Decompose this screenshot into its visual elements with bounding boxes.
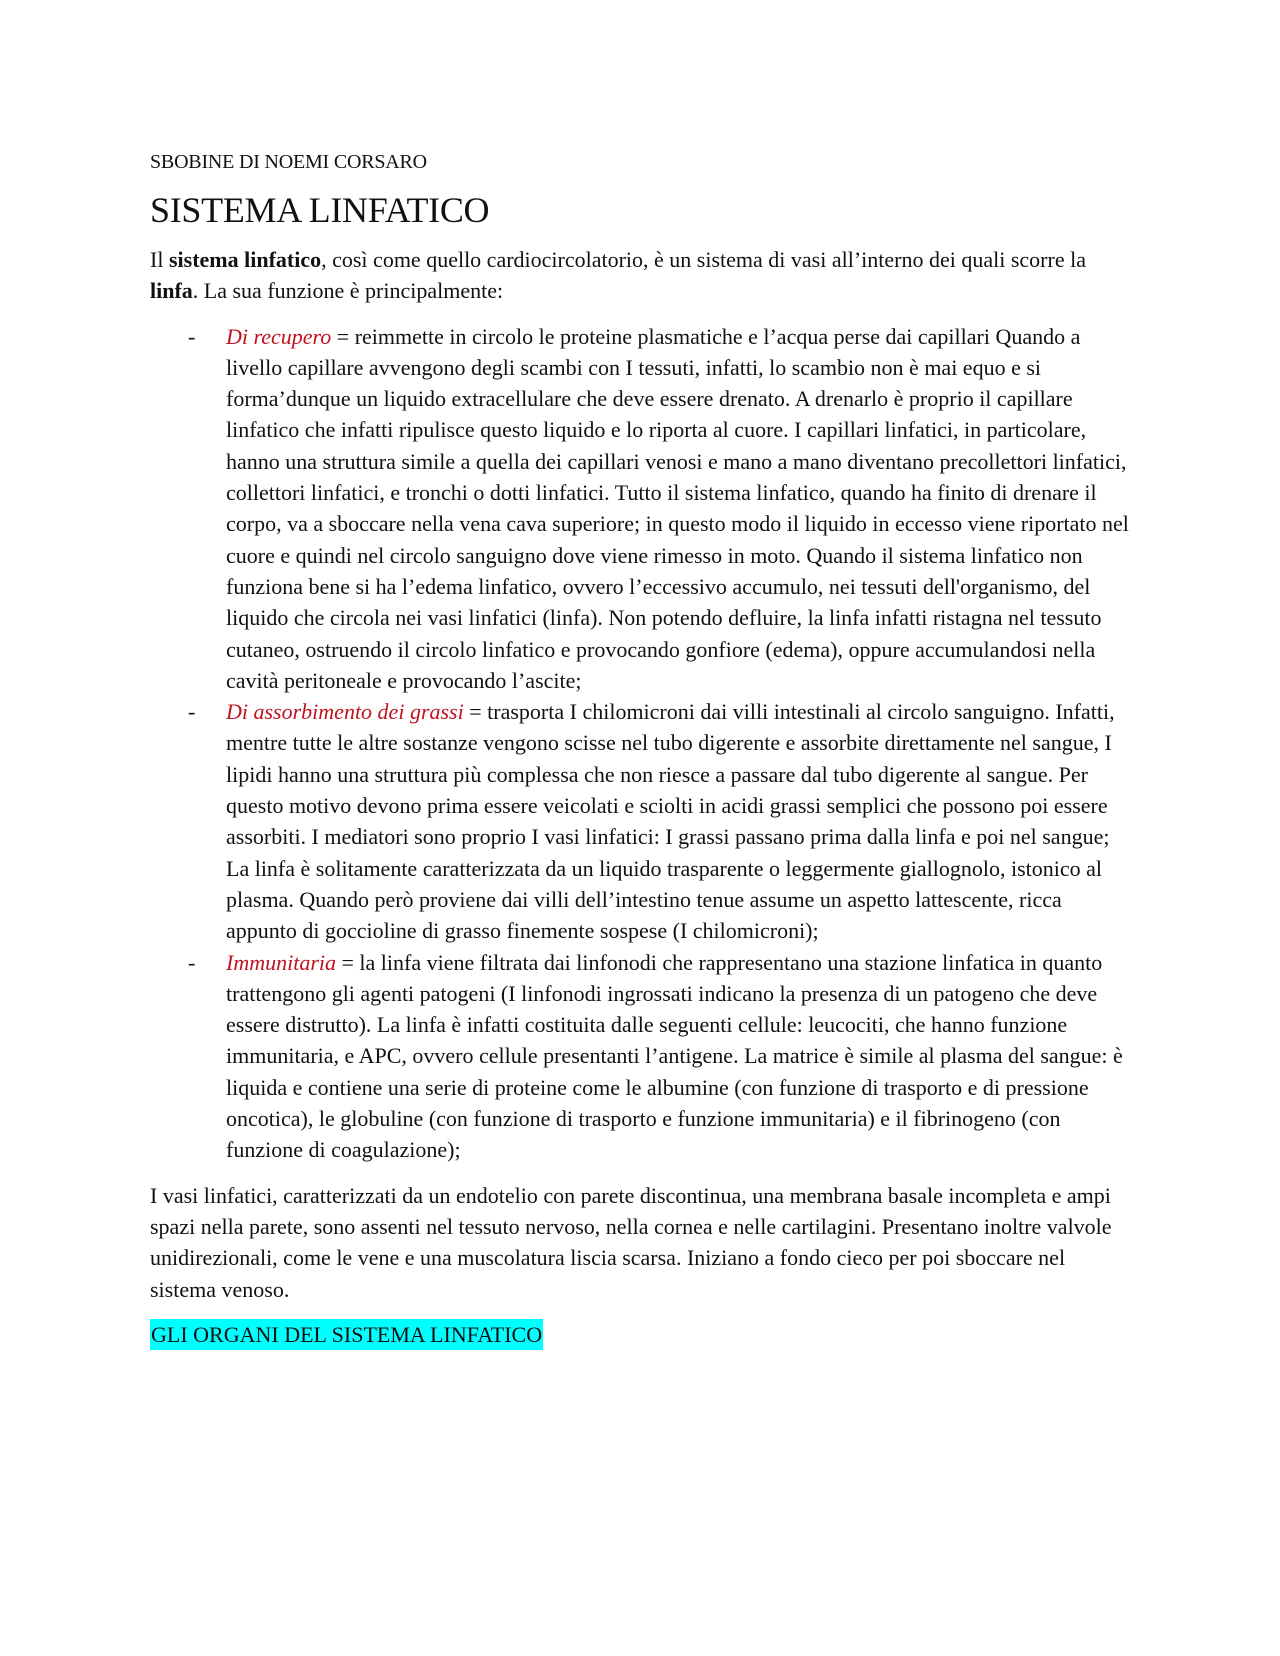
function-description: = reimmette in circolo le proteine plasmatiche e l’acqua perse dai capillari Quando a livello capillare avvengono degli scambi con I tessuti, infatti, lo scambio non è mai equo e si forma’dunque un liquido extracellulare che deve essere drenato. A drenarlo è proprio il capillare linfatico che infatti ripulisce questo liquido e lo riporta al cuore. I capillari linfatici, in particolare, hanno una struttura simile a quella dei capillari venosi e mano a mano diventano precollettori linfatici, collettori linfatici, e tronchi o dotti linfatici. Tutto il sistema linfatico, quando ha finito di drenare il corpo, va a sboccare nella vena cava superiore; in questo modo il liquido in eccesso viene riportato nel cuore e quindi nel circolo sanguigno dove viene rimesso in moto. Quando il sistema linfatico non funziona bene si ha l’edema linfatico, ovvero l’eccessivo accumulo, nei tessuti dell'organismo, del liquido che circola nei vasi linfatici (linfa). Non potendo defluire, la linfa infatti ristagna nel tessuto cutaneo, ostruendo il circolo linfatico e provocando gonfiore (edema), oppure accumulandosi nella cavità peritoneale e provocando l’ascite; [226,323,1129,693]
function-term: Di assorbimento dei grassi [226,699,464,725]
intro-text-2: , così come quello cardiocircolatorio, è un sistema di vasi all’interno dei quali scorre la [321,247,1086,272]
intro-text-1: Il [150,247,169,272]
intro-paragraph [150,244,1135,307]
function-item-immunitaria [150,947,1135,1166]
function-term: Immunitaria [226,949,336,975]
list-bullet: - [188,323,196,349]
closing-paragraph: I vasi linfatici, caratterizzati da un endotelio con parete discontinua, una membrana basale incompleta e ampi spazi nella parete, sono assenti nel tessuto nervoso, nella cornea e nelle cartilagini. Presentano inoltre valvole unidirezionali, come le vene e una muscolatura liscia scarsa. Iniziano a fondo cieco per poi sboccare nel sistema venoso. [150,1182,1112,1302]
function-item-recupero [150,321,1135,697]
function-description: = la linfa viene filtrata dai linfonodi che rappresentano una stazione linfatica in quanto trattengono gli agenti patogeni (I linfonodi ingrossati indicano la presenza di un patogeno che deve essere distrutto). La linfa è infatti costituita dalle seguenti cellule: leucociti, che hanno funzione immunitaria, e APC, ovvero cellule presentanti l’antigene. La matrice è simile al plasma del sangue: è liquida e contiene una serie di proteine come le albumine (con funzione di trasporto e di pressione oncotica), le globuline (con funzione di trasporto e funzione immunitaria) e il fibrinogeno (con funzione di coagulazione); [226,949,1123,1163]
function-item-assorbimento [150,696,1135,946]
list-bullet: - [188,949,196,975]
intro-text-3: . La sua funzione è principalmente: [192,278,504,304]
author-line: SBOBINE DI NOEMI CORSARO [150,151,427,173]
list-bullet: - [188,699,196,725]
document-page [150,148,1135,1350]
intro-bold-term-2: linfa [150,278,193,304]
intro-bold-term-1: sistema linfatico [168,247,322,272]
section-heading-highlighted: GLI ORGANI DEL SISTEMA LINFATICO [150,1319,543,1350]
function-description: = trasporta I chilomicroni dai villi intestinali al circolo sanguigno. Infatti, mentre tutte le altre sostanze vengono scisse nel tubo digerente e assorbite direttamente nel sangue, I lipidi hanno una struttura più complessa che non riesce a passare dal tubo digerente al sangue. Per questo motivo devono prima essere veicolati e sciolti in acidi grassi semplici che possono poi essere assorbiti. I mediatori sono proprio I vasi linfatici: I grassi passano prima dalla linfa e poi nel sangue; La linfa è solitamente caratterizzata da un liquido trasparente o leggermente giallognolo, istonico al plasma. Quando però proviene dai villi dell’intestino tenue assume un aspetto lattescente, ricca appunto di goccioline di grasso finemente sospese (I chilomicroni); [226,699,1115,944]
functions-list [150,321,1135,1166]
page-title: SISTEMA LINFATICO [150,190,490,230]
function-term: Di recupero [226,323,332,349]
